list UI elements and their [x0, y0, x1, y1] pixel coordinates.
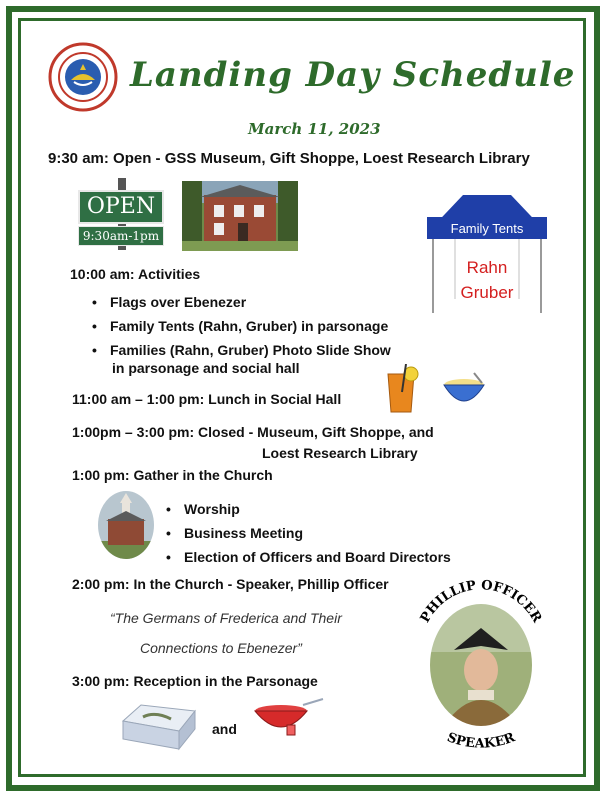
gather-line: 1:00 pm: Gather in the Church — [72, 467, 273, 483]
activity-item: • Flags over Ebenezer — [90, 290, 391, 314]
page-title: Landing Day Schedule — [130, 55, 576, 95]
speaker-caption-arc — [408, 570, 554, 760]
tent-name-rahn: Rahn — [466, 258, 508, 277]
activities-list — [90, 290, 391, 362]
speaker-role-arc: SPEAKER — [444, 730, 518, 752]
talk-title-line2: Connections to Ebenezer” — [140, 640, 302, 656]
open-time-line: 9:30 am: Open - GSS Museum, Gift Shoppe, Loest Research Library — [48, 150, 530, 167]
iced-tea-icon — [384, 364, 420, 414]
activity-item: • Families (Rahn, Gruber) Photo Slide Show — [90, 338, 391, 362]
activities-line: 10:00 am: Activities — [70, 266, 201, 282]
talk-title-line1: “The Germans of Frederica and Their — [110, 610, 342, 626]
church-agenda-item: • Business Meeting — [164, 521, 451, 545]
church-photo — [98, 491, 154, 559]
closed-line: 1:00pm – 3:00 pm: Closed - Museum, Gift Shoppe, and — [72, 424, 434, 440]
tent-family-names — [432, 255, 542, 305]
speaker-name-arc: PHILLIP OFFICER — [417, 578, 545, 626]
and-text: and — [212, 721, 237, 737]
open-sign-main: OPEN — [78, 190, 164, 224]
lunch-line: 11:00 am – 1:00 pm: Lunch in Social Hall — [72, 391, 342, 407]
tent-label: Family Tents — [450, 221, 524, 236]
open-sign — [78, 178, 176, 250]
event-date: March 11, 2023 — [248, 120, 381, 138]
society-logo — [48, 42, 118, 112]
reception-line: 3:00 pm: Reception in the Parsonage — [72, 673, 318, 689]
church-agenda-list — [164, 497, 451, 569]
soup-bowl-icon — [442, 371, 486, 411]
open-sign-hours: 9:30am-1pm — [78, 226, 164, 246]
speaker-line: 2:00 pm: In the Church - Speaker, Phillip Officer — [72, 576, 389, 592]
church-agenda-item: • Worship — [164, 497, 451, 521]
punch-bowl-icon — [251, 697, 327, 743]
tent-name-gruber: Gruber — [460, 283, 514, 302]
activity-item: • Family Tents (Rahn, Gruber) in parsonage — [90, 314, 391, 338]
museum-photo — [182, 181, 298, 251]
activities-continuation: in parsonage and social hall — [112, 360, 300, 376]
church-agenda-item: • Election of Officers and Board Directors — [164, 545, 451, 569]
closed-continuation: Loest Research Library — [262, 445, 418, 461]
sheet-cake-icon — [121, 703, 197, 753]
